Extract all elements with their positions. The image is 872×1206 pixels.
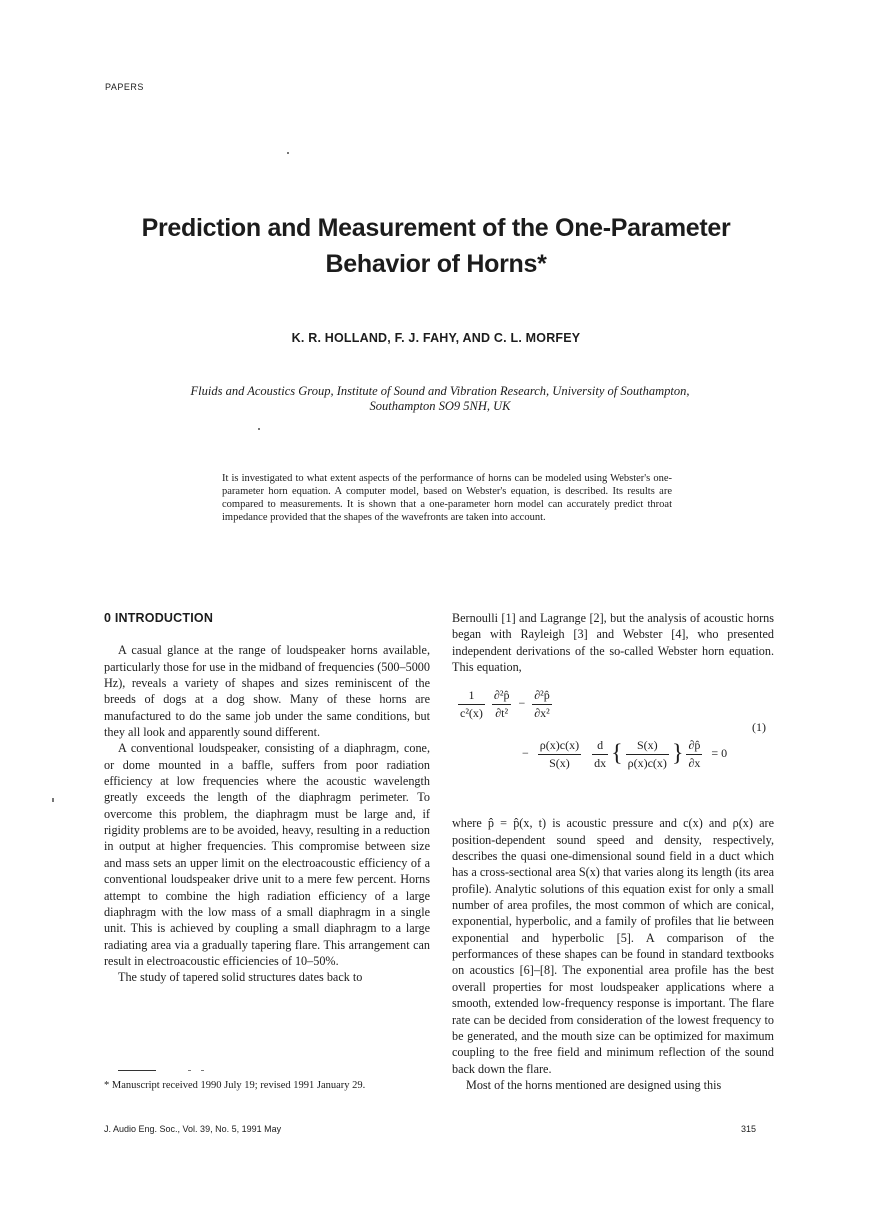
scan-speck <box>287 152 289 154</box>
footnote-rule <box>118 1070 156 1071</box>
affiliation <box>120 384 760 414</box>
eq-term: $\frac{d}{dx}$ <box>594 738 607 770</box>
eq-term: $\frac{S(x)}{\rho(x)c(x)}$ <box>627 738 667 770</box>
paragraph: The study of tapered solid structures dates back to <box>118 970 363 985</box>
paper-title <box>0 210 872 282</box>
left-column <box>104 610 430 986</box>
affiliation-line-1: Fluids and Acoustics Group, Institute of Sound and Vibration Research, University of Southampton, <box>190 384 690 398</box>
eq-term: $\frac{\text{∂²p̂}}{\text{∂x²}}$ <box>534 688 550 720</box>
webster-equation <box>452 681 774 811</box>
equation-number: (1) <box>752 720 766 735</box>
eq-term: $\frac{\partial p̂}{\partial x}$ <box>688 738 701 770</box>
running-head: PAPERS <box>105 82 144 92</box>
eq-operator: − <box>518 695 526 710</box>
paragraph: A conventional loudspeaker, consisting of a diaphragm, cone, or dome mounted in a baffle, suffers from poor radiation efficiency at low frequencies where the acoustic wavelength greatly exceeds the length of the diaphragm perimeter. To overcome this problem, the diaphragm must be large and, if rigidity problems are to be avoided, heavy, resulting in a reduction in output at higher frequencies. This compromise between size and mass sets an upper limit on the electroacoustic efficiency of a conventional loudspeaker drive unit to a mere few percent. Horns attempt to combine the high radiation efficiency of a large diaphragm with the low mass of a small diaphragm in a single unit. This is achieved by coupling a small diaphragm to a large radiating area via a gradually tapering flare. This arrangement can result in electroacoustic efficiencies of 10–50%. <box>104 741 430 968</box>
paragraph: Most of the horns mentioned are designed using this <box>466 1077 722 1092</box>
right-brace: } <box>671 741 684 768</box>
scan-speck <box>258 428 260 430</box>
authors: K. R. HOLLAND, F. J. FAHY, AND C. L. MORFEY <box>291 331 581 345</box>
abstract: It is investigated to what extent aspects of the performance of horns can be modeled using Webster's one-parameter horn equation. A computer model, based on Webster's equation, is described. Its results are compared to measurements. It is shown that a one-parameter horn model can accurately predict throat impedance provided that the shapes of the wavefronts are taken into account. <box>222 473 672 523</box>
paragraph: where p̂ = p̂(x, t) is acoustic pressure and c(x) and ρ(x) are position-dependent sound speed and density, respectively, describes the quasi one-dimensional sound field in a duct which has a cross-sectional area S(x) that varies along its length (its area profile). Analytic solutions of this equation exist for only a small number of area profiles, the most common of which are conical, exponential, hyperbolic, and a family of profiles that lie between exponential and hyperbolic [5]. A comparison of the performances of these shapes can be found in standard textbooks on acoustics [6]–[8]. The exponential area profile has the best overall properties for most loudspeaker applications where a smooth, extended low-frequency response is important. The flare rate can be decided from consideration of the lowest frequency to be generated, and the mouth size can be optimized for maximum coupling to the free field and minimum reflection of the sound back down the flare. <box>452 816 774 1076</box>
right-column <box>452 610 774 1093</box>
eq-term: $\frac{\rho(x)c(x)}{S(x)}$ <box>539 738 580 770</box>
eq-term: $\frac{1}{\text{c²(x)}}$ <box>460 688 483 720</box>
left-brace: { <box>611 741 623 768</box>
scan-speck <box>188 1070 191 1071</box>
footnote: * Manuscript received 1990 July 19; revised 1991 January 29. <box>104 1080 366 1091</box>
section-heading: 0 INTRODUCTION <box>104 611 214 625</box>
scan-speck <box>201 1070 204 1071</box>
page-number: 315 <box>741 1124 757 1134</box>
eq-operator: − <box>522 745 529 760</box>
paragraph: Bernoulli [1] and Lagrange [2], but the analysis of acoustic horns began with Rayleigh [3] and Webster [4], who presented independent derivations of the so-called Webster horn equation. This equation, <box>452 611 774 675</box>
footer-journal: J. Audio Eng. Soc., Vol. 39, No. 5, 1991 May <box>104 1124 282 1134</box>
scan-speck <box>52 798 54 802</box>
title-line-2: Behavior of Horns* <box>325 250 547 278</box>
title-line-1: Prediction and Measurement of the One-Parameter <box>141 214 731 242</box>
eq-term: $\frac{\text{∂²p̂}}{\text{∂t²}}$ <box>493 688 510 720</box>
paragraph: A casual glance at the range of loudspeaker horns available, particularly those for use in the midband of frequencies (500–5000 Hz), reveals a variety of shapes and sizes reminiscent of the breeds of dogs at a dog show. Many of these horns are manufactured to do the same job under the same conditions, but they all look and apparently sound different. <box>104 643 430 740</box>
affiliation-line-2: Southampton SO9 5NH, UK <box>369 399 511 413</box>
eq-rhs: = 0 <box>711 745 728 760</box>
